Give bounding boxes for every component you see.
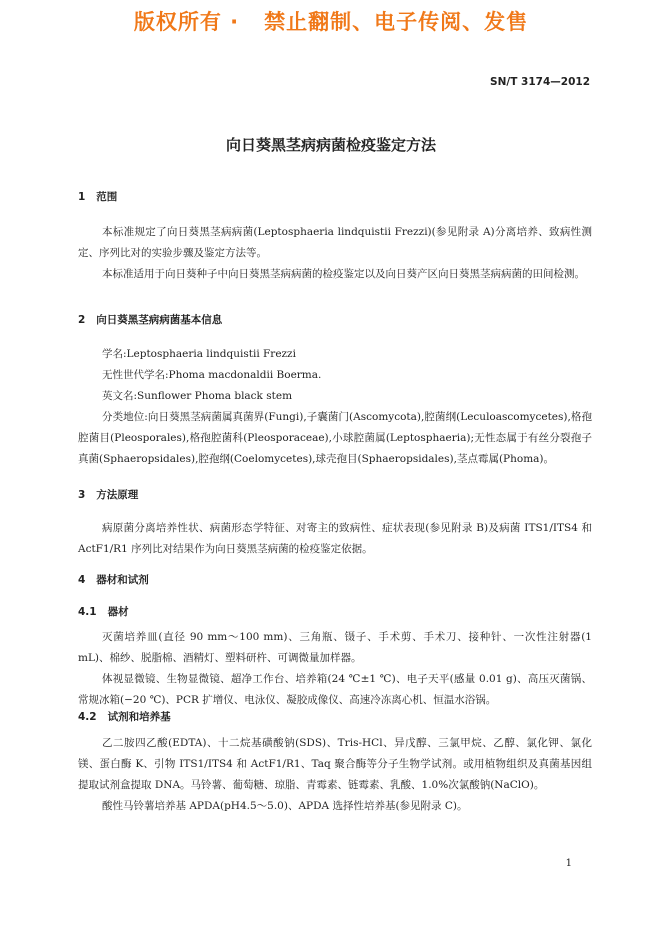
taxonomy-paragraph: 分类地位:向日葵黑茎病菌属真菌界(Fungi),子囊菌门(Ascomycota),腔菌纲(Leculoascomycetes),格孢腔菌目(Pleosporales),格孢腔菌科(Pleosporaceae),小球腔菌属(Leptosphaeria);无性态属于有丝分裂孢子真菌(Sphaeropsidales),腔孢纲(Coelomycetes),球壳孢目(Sphaeropsidales),茎点霉属(Phoma)。 <box>78 411 592 465</box>
page-number: 1 <box>565 858 572 869</box>
section-4-1-paragraph-1: 灭菌培养皿(直径 90 mm～100 mm)、三角瓶、镊子、手术剪、手术刀、接种针、一次性注射器(1 mL)、棉纱、脱脂棉、酒精灯、塑料研杵、可调微量加样器。 <box>78 631 592 664</box>
scientific-name: 学名:Leptosphaeria lindquistii Frezzi <box>102 348 296 360</box>
anamorph-name: 无性世代学名:Phoma macdonaldii Boerma. <box>102 369 322 381</box>
document-title: 向日葵黑茎病病菌检疫鉴定方法 <box>225 136 436 154</box>
section-4-2-heading: 4.2 试剂和培养基 <box>78 711 171 723</box>
section-2-heading: 2 向日葵黑茎病病菌基本信息 <box>78 314 223 326</box>
section-3-paragraph: 病原菌分离培养性状、病菌形态学特征、对寄主的致病性、症状表现(参见附录 B)及病菌 ITS1/ITS4 和 ActF1/R1 序列比对结果作为向日葵黑茎病菌的检疫鉴定依据。 <box>78 522 592 555</box>
section-4-1-paragraph-2: 体视显微镜、生物显微镜、超净工作台、培养箱(24 ℃±1 ℃)、电子天平(感量 0.01 g)、高压灭菌锅、常规冰箱(−20 ℃)、PCR 扩增仪、电泳仪、凝胶成像仪、高速冷冻离心机、恒温水浴锅。 <box>78 673 592 706</box>
section-4-2-paragraph-2: 酸性马铃薯培养基 APDA(pH4.5～5.0)、APDA 选择性培养基(参见附录 C)。 <box>102 800 468 812</box>
section-1-paragraph-1: 本标准规定了向日葵黑茎病病菌(Leptosphaeria lindquistii Frezzi)(参见附录 A)分离培养、致病性测定、序列比对的实验步骤及鉴定方法等。 <box>78 226 592 259</box>
section-4-2-paragraph-1: 乙二胺四乙酸(EDTA)、十二烷基磺酸钠(SDS)、Tris-HCl、异戊醇、三氯甲烷、乙醇、氯化钾、氯化镁、蛋白酶 K、引物 ITS1/ITS4 和 ActF1/R1、Taq 聚合酶等分子生物学试剂。或用植物组织及真菌基因组提取试剂盒提取 DNA。马铃薯、葡萄糖、琼脂、青霉素、链霉素、乳酸、1.0%次氯酸钠(NaClO)。 <box>78 737 592 791</box>
section-4-1-heading: 4.1 器材 <box>78 606 129 618</box>
standard-number: SN/T 3174—2012 <box>490 76 590 88</box>
section-1-paragraph-2: 本标准适用于向日葵种子中向日葵黑茎病病菌的检疫鉴定以及向日葵产区向日葵黑茎病病菌的田间检测。 <box>102 268 585 280</box>
section-4-heading: 4 器材和试剂 <box>78 574 149 586</box>
english-name: 英文名:Sunflower Phoma black stem <box>102 390 293 402</box>
section-3-heading: 3 方法原理 <box>78 489 139 501</box>
section-1-heading: 1 范围 <box>78 191 118 203</box>
copyright-banner: 版权所有 · 禁止翻制、电子传阅、发售 <box>133 10 529 34</box>
